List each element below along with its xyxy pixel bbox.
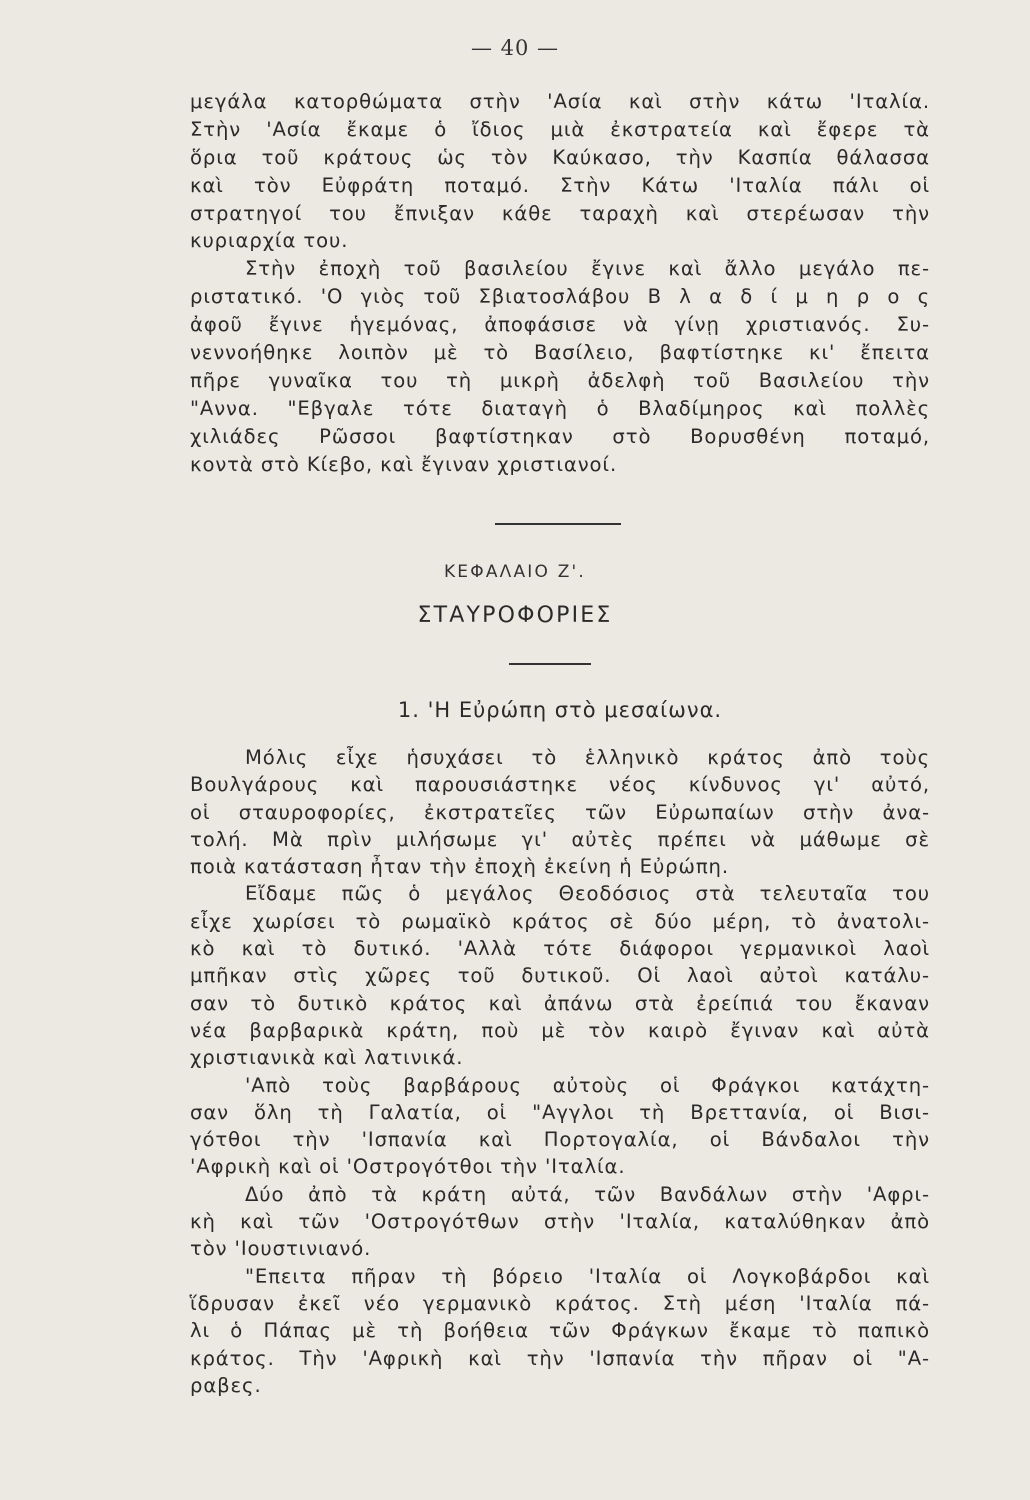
text-line: κοντὰ στὸ Κίεβο, καὶ ἔγιναν χριστιανοί. xyxy=(190,452,618,476)
text-line: καὶ τὸν Εὐφράτη ποταμό. Στὴν Κάτω 'Ιταλία πάλι οἱ xyxy=(190,173,930,197)
text-line: 'Αφρικὴ καὶ οἱ 'Οστρογότθοι τὴν 'Ιταλία. xyxy=(190,1155,626,1179)
text-line: κράτος. Τὴν 'Αφρικὴ καὶ τὴν 'Ισπανία τὴν πῆραν οἱ "Α- xyxy=(190,1346,930,1370)
text-line: Εἴδαμε πῶς ὁ μεγάλος Θεοδόσιος στὰ τελευταῖα του xyxy=(245,882,930,906)
paragraph xyxy=(190,880,930,1071)
text-line: τολή. Μὰ πρὶν μιλήσωμε γι' αὐτὲς πρέπει νὰ μάθωμε σὲ xyxy=(190,827,930,851)
paragraph xyxy=(190,1263,930,1399)
paragraph xyxy=(190,1072,930,1181)
text-line: "Επειτα πῆραν τὴ βόρειο 'Ιταλία οἱ Λογκοβάρδοι καὶ xyxy=(245,1264,930,1288)
text-line: ριστατικό. 'Ο γιὸς τοῦ Σβιατοσλάβου Β λ α δ ί μ η ρ ο ς xyxy=(190,285,930,309)
paragraph xyxy=(190,255,930,478)
section-heading: 1. 'Η Εὐρώπη στὸ μεσαίωνα. xyxy=(397,698,723,722)
text-line: Στὴν 'Ασία ἔκαμε ὁ ἴδιος μιὰ ἐκστρατεία καὶ ἔφερε τὰ xyxy=(190,117,930,141)
text-line: μεγάλα κατορθώματα στὴν 'Ασία καὶ στὴν κάτω 'Ιταλία. xyxy=(190,90,930,113)
text-line: σαν τὸ δυτικὸ κράτος καὶ ἀπάνω στὰ ἐρείπιά του ἔκαναν xyxy=(190,991,930,1015)
chapter-label: ΚΕΦΑΛΑΙΟ Ζ'. xyxy=(443,562,587,582)
page-number: — 40 — xyxy=(470,36,560,60)
text-line: 'Απὸ τοὺς βαρβάρους αὐτοὺς οἱ Φράγκοι κατάχτη- xyxy=(245,1073,930,1097)
text-line: ἵδρυσαν ἐκεῖ νέο γερμανικὸ κράτος. Στὴ μέση 'Ιταλία πά- xyxy=(190,1291,930,1315)
text-line: εἶχε χωρίσει τὸ ρωμαϊκὸ κράτος σὲ δύο μέρη, τὸ ἀνατολι- xyxy=(190,909,930,933)
text-line: ποιὰ κατάσταση ἦταν τὴν ἐποχὴ ἐκείνη ἡ Εὐρώπη. xyxy=(190,855,729,879)
chapter-title: ΣΤΑΥΡΟΦΟΡΙΕΣ xyxy=(417,603,613,628)
text-line: Δύο ἀπὸ τὰ κράτη αὐτά, τῶν Βανδάλων στὴν 'Αφρι- xyxy=(245,1182,930,1206)
text-line: χιλιάδες Ρῶσσοι βαφτίστηκαν στὸ Βορυσθένη ποταμό, xyxy=(190,424,930,448)
top-text-block xyxy=(190,88,930,478)
paragraph xyxy=(190,88,930,255)
title-underline xyxy=(509,663,591,665)
text-line: Βουλγάρους καὶ παρουσιάστηκε νέος κίνδυνος γι' αὐτό, xyxy=(190,773,930,797)
text-line: κὸ καὶ τὸ δυτικό. 'Αλλὰ τότε διάφοροι γερμανικοὶ λαοὶ xyxy=(190,937,930,961)
text-line: Στὴν ἐποχὴ τοῦ βασιλείου ἔγινε καὶ ἄλλο μεγάλο πε- xyxy=(245,257,930,281)
text-line: πῆρε γυναῖκα του τὴ μικρὴ ἀδελφὴ τοῦ Βασιλείου τὴν xyxy=(190,368,930,392)
text-line: "Αννα. "Εβγαλε τότε διαταγὴ ὁ Βλαδίμηρος καὶ πολλὲς xyxy=(190,396,930,420)
text-line: οἱ σταυροφορίες, ἐκστρατεῖες τῶν Εὐρωπαίων στὴν ἀνα- xyxy=(190,800,930,824)
text-line: κὴ καὶ τῶν 'Οστρογότθων στὴν 'Ιταλία, καταλύθηκαν ἀπὸ xyxy=(190,1210,930,1234)
text-line: χριστιανικὰ καὶ λατινικά. xyxy=(190,1046,464,1070)
text-line: ἀφοῦ ἔγινε ἡγεμόνας, ἀποφάσισε νὰ γίνῃ χριστιανός. Συ- xyxy=(190,313,930,337)
text-line: λι ὁ Πάπας μὲ τὴ βοήθεια τῶν Φράγκων ἔκαμε τὸ παπικὸ xyxy=(190,1319,930,1343)
text-line: νέα βαρβαρικὰ κράτη, ποὺ μὲ τὸν καιρὸ ἔγιναν καὶ αὐτὰ xyxy=(190,1018,930,1042)
text-line: κυριαρχία του. xyxy=(190,229,349,253)
text-line: σαν ὅλη τὴ Γαλατία, οἱ "Αγγλοι τὴ Βρεττανία, οἱ Βισι- xyxy=(190,1100,930,1124)
text-line: ραβες. xyxy=(190,1373,262,1397)
text-line: τὸν 'Ιουστινιανό. xyxy=(190,1237,372,1261)
text-line: στρατηγοί του ἔπνιξαν κάθε ταραχὴ καὶ στερέωσαν τὴν xyxy=(190,201,930,225)
text-line: νεννοήθηκε λοιπὸν μὲ τὸ Βασίλειο, βαφτίστηκε κι' ἔπειτα xyxy=(190,341,930,365)
text-line: γότθοι τὴν 'Ισπανία καὶ Πορτογαλία, οἱ Βάνδαλοι τὴν xyxy=(190,1128,930,1152)
text-line: ὅρια τοῦ κράτους ὡς τὸν Καύκασο, τὴν Κασπία θάλασσα xyxy=(190,145,930,169)
text-line: μπῆκαν στὶς χῶρες τοῦ δυτικοῦ. Οἱ λαοὶ αὐτοὶ κατάλυ- xyxy=(190,964,930,988)
paragraph xyxy=(190,1181,930,1263)
bottom-text-block xyxy=(190,744,930,1399)
paragraph xyxy=(190,744,930,880)
text-line: Μόλις εἶχε ἡσυχάσει τὸ ἑλληνικὸ κράτος ἀπὸ τοὺς xyxy=(245,746,930,769)
divider-rule xyxy=(495,523,621,525)
